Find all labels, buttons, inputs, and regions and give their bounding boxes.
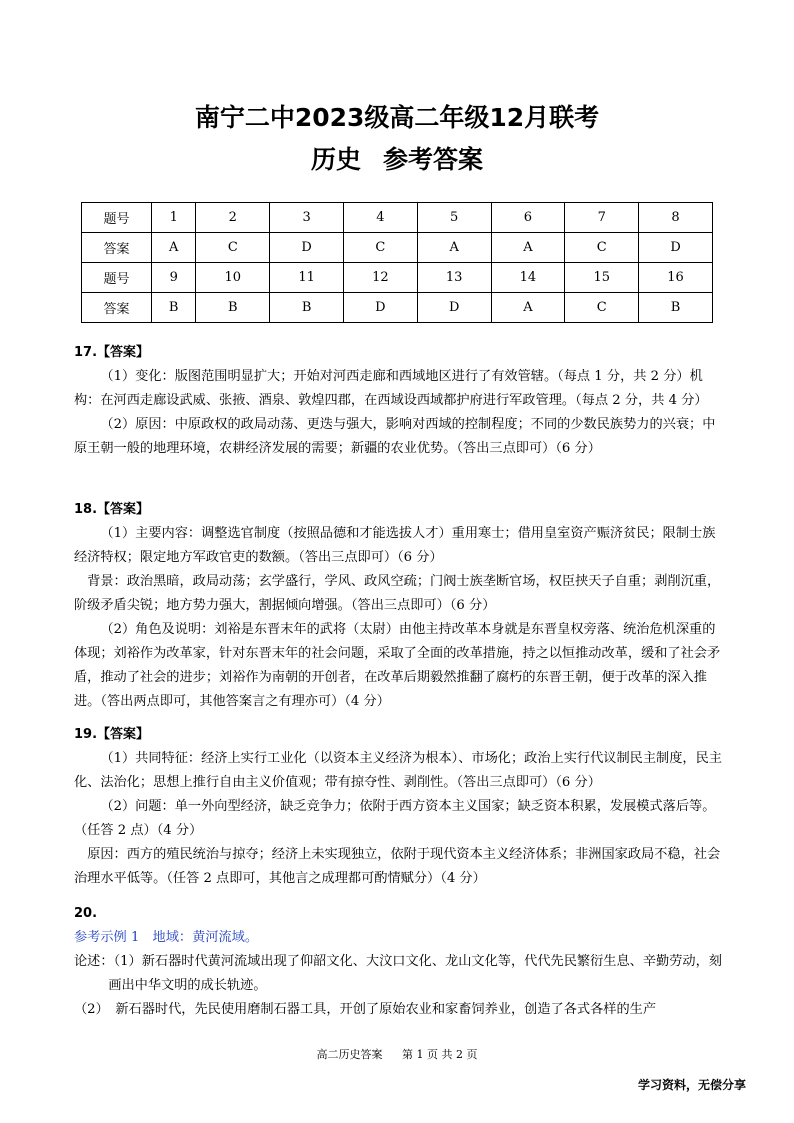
- question-number-cell: 13: [417, 263, 491, 293]
- answer-cell: B: [152, 293, 196, 323]
- question-number-cell: 2: [196, 203, 270, 233]
- table-row: [82, 263, 713, 293]
- answer-cell: D: [417, 293, 491, 323]
- answer-paragraph: （1）主要内容：调整选官制度（按照品德和才能选拔人才）重用寒士；借用皇室资产赈济贫民；限制士族经济特权；限定地方军政官吏的数额。（答出三点即可）（6 分）: [74, 526, 716, 565]
- question-number-cell: 12: [343, 263, 417, 293]
- row-label-number: 题号: [82, 263, 152, 293]
- answer-cell: B: [270, 293, 344, 323]
- question-number-cell: 8: [639, 203, 713, 233]
- question-number-cell: 5: [417, 203, 491, 233]
- answer-cell: C: [565, 233, 639, 263]
- answer-paragraph: （2）角色及说明：刘裕是东晋末年的武将（太尉）由他主持改革本身就是东晋皇权旁落、统治危机深重的体现；刘裕作为改革家，针对东晋末年的社会问题，采取了全面的改革措施，持之以恒推动改革，缓和了社会矛盾，推动了社会的进步；刘裕作为南朝的开创者，在改革后期毅然推翻了腐朽的东晋王朝，便于改革的深入推进。（答出两点即可，其他答案言之有理亦可）（4 分）: [74, 622, 721, 709]
- question-number-cell: 14: [491, 263, 565, 293]
- question-18: [74, 498, 724, 714]
- discussion-label: 论述：: [74, 954, 114, 969]
- answer-paragraph: （2）原因：中原政权的政局动荡、更迭与强大，影响对西域的控制程度；不同的少数民族势力的兴衰；中原王朝一般的地理环境，农耕经济发展的需要；新疆的农业优势。（答出三点即可）（6 分）: [74, 417, 716, 456]
- question-number-cell: 16: [639, 263, 713, 293]
- page-title: 南宁二中2023级高二年级12月联考: [194, 103, 600, 132]
- answer-cell: A: [491, 233, 565, 263]
- row-label-number: 题号: [82, 203, 152, 233]
- answer-cell: B: [196, 293, 270, 323]
- question-heading: 18.【答案】: [74, 502, 150, 517]
- question-17: [74, 341, 724, 461]
- answer-paragraph: （2）问题：单一外向型经济，缺乏竞争力；依附于西方资本主义国家；缺乏资本积累，发展模式落后等。（任答 2 点）（4 分）: [74, 799, 716, 838]
- answer-cell: B: [639, 293, 713, 323]
- page-subtitle: [0, 140, 794, 176]
- answer-cell: A: [491, 293, 565, 323]
- answer-paragraph: （1）共同特征：经济上实行工业化（以资本主义经济为根本）、市场化；政治上实行代议制民主制度，民主化、法治化；思想上推行自由主义价值观；带有掠夺性、剥削性。（答出三点即可）（6 分）: [74, 751, 722, 790]
- answer-cell: C: [196, 233, 270, 263]
- answer-paragraph: [74, 950, 724, 998]
- subject-label: 历史: [310, 145, 361, 174]
- question-heading: 20.: [74, 906, 98, 921]
- question-heading: 17.【答案】: [74, 345, 150, 360]
- table-row: [82, 293, 713, 323]
- answer-paragraph: （1）变化：版图范围明显扩大；开始对河西走廊和西域地区进行了有效管辖。（每点 1 分，共 2 分）机构：在河西走廊设武威、张掖、酒泉、敦煌四郡，在西域设西域都护府进行军政管理。（每点 2 分，共 4 分）: [74, 369, 708, 408]
- answer-table: [81, 202, 713, 323]
- row-label-answer: 答案: [82, 293, 152, 323]
- question-number-cell: 6: [491, 203, 565, 233]
- question-19: [74, 723, 724, 891]
- answer-key-label: 参考答案: [383, 145, 484, 174]
- discussion-text: （1）新石器时代黄河流域出现了仰韶文化、大汶口文化、龙山文化等，代代先民繁衍生息、辛勤劳动，刻画出中华文明的成长轨迹。: [108, 954, 722, 993]
- footer-page-number: 第 1 页 共 2 页: [402, 1048, 478, 1061]
- answer-cell: A: [417, 233, 491, 263]
- question-number-cell: 9: [152, 263, 196, 293]
- answer-cell: D: [639, 233, 713, 263]
- question-number-cell: 3: [270, 203, 344, 233]
- question-number-cell: 10: [196, 263, 270, 293]
- row-label-answer: 答案: [82, 233, 152, 263]
- question-20: [74, 902, 724, 1022]
- question-number-cell: 11: [270, 263, 344, 293]
- answer-paragraph: 原因：西方的殖民统治与掠夺；经济上未实现独立，依附于现代资本主义经济体系；非洲国家政局不稳，社会治理水平低等。（任答 2 点即可，其他言之成理都可酌情赋分）（4 分）: [74, 847, 721, 886]
- question-number-cell: 7: [565, 203, 639, 233]
- answer-cell: D: [270, 233, 344, 263]
- question-number-cell: 4: [343, 203, 417, 233]
- page-footer: [0, 1046, 794, 1062]
- reference-example: 参考示例 1 地域：黄河流域。: [74, 930, 259, 945]
- question-heading: 19.【答案】: [74, 727, 150, 742]
- question-number-cell: 15: [565, 263, 639, 293]
- table-row: [82, 233, 713, 263]
- answer-cell: C: [343, 233, 417, 263]
- table-row: [82, 203, 713, 233]
- question-number-cell: 1: [152, 203, 196, 233]
- answer-cell: C: [565, 293, 639, 323]
- answer-cell: D: [343, 293, 417, 323]
- answer-paragraph: 背景：政治黑暗，政局动荡；玄学盛行，学风、政风空疏；门阀士族垄断官场，权臣挟天子自重；剥削沉重，阶级矛盾尖锐；地方势力强大，割据倾向增强。（答出三点即可）（6 分）: [74, 574, 721, 613]
- answer-paragraph: （2） 新石器时代，先民使用磨制石器工具，开创了原始农业和家畜饲养业，创造了各式各样的生产: [74, 1002, 657, 1017]
- answer-cell: A: [152, 233, 196, 263]
- share-note: 学习资料，无偿分享: [637, 1078, 746, 1092]
- footer-course: 高二历史答案: [316, 1048, 383, 1061]
